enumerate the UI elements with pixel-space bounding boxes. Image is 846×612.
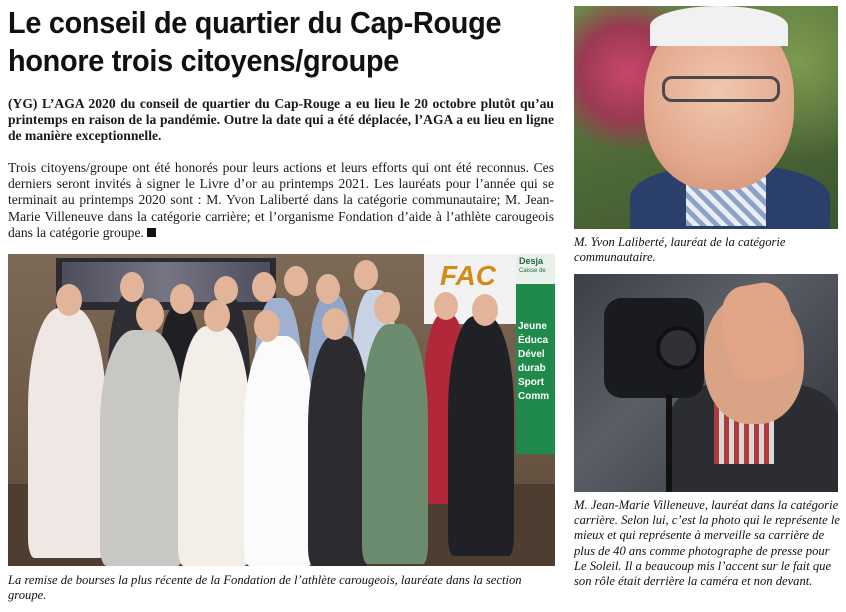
group-photo xyxy=(8,254,555,566)
person-head xyxy=(316,274,340,304)
fac-logo: FAC xyxy=(440,260,496,291)
person-silhouette xyxy=(448,316,514,556)
group-photo-caption: La remise de bourses la plus récente de la Fondation de l’athlète carougeois, lauréate dans la section groupe. xyxy=(8,573,522,603)
camera-strap xyxy=(666,394,672,492)
person-silhouette xyxy=(28,308,106,558)
person-silhouette xyxy=(100,330,184,566)
person-head xyxy=(472,294,498,326)
desjardins-banner-words: Jeune Éduca Dével durab Sport Comm xyxy=(518,321,550,402)
person-silhouette xyxy=(362,324,428,564)
person-head xyxy=(434,292,458,320)
person-head xyxy=(56,284,82,316)
portrait-hair xyxy=(650,6,788,46)
projection-screen xyxy=(56,258,276,310)
person-silhouette xyxy=(178,326,250,566)
laliberte-caption: M. Yvon Laliberté, lauréat de la catégorie communautaire. xyxy=(574,235,786,265)
article-body-text: Trois citoyens/groupe ont été honorés pour leurs actions et leurs efforts qui ont été reconnus. Ces derniers seront invités à signer le Livre d’or au printemps 2021. Les lauréats pour l’année qui se terminait au printemps 2020 sont : M. Yvon Laliberté dans la catégorie communautaire; M. Jean-Marie Villeneuve dans la catégorie carrière; et l’organisme Fondation d’aide à l’athlète carougeois dans la catégorie groupe. xyxy=(8,160,554,240)
article-body xyxy=(8,160,554,241)
person-head xyxy=(204,300,230,332)
villeneuve-caption: M. Jean-Marie Villeneuve, lauréat dans la catégorie carrière. Selon lui, c’est la photo qui le représente le mieux et qui représente à merveille sa carrière de plus de 40 ans comme photographe de presse pour Le Soleil. Il a beaucoup mis l’accent sur le fait que son rôle était derrière la caméra et non devant. xyxy=(574,498,840,589)
person-head xyxy=(284,266,308,296)
end-of-article-mark xyxy=(147,228,156,237)
person-head xyxy=(120,272,144,302)
laliberte-portrait xyxy=(574,6,838,229)
article-lead: (YG) L’AGA 2020 du conseil de quartier du Cap-Rouge a eu lieu le 20 octobre plutôt qu’au printemps en raison de la pandémie. Outre la date qui a été déplacée, l’AGA a eu lieu en ligne de manière exceptionnelle. xyxy=(8,96,554,143)
person-head xyxy=(136,298,164,332)
desjardins-banner-title: Desja Caisse de xyxy=(519,256,546,274)
person-head xyxy=(170,284,194,314)
person-silhouette xyxy=(308,336,370,566)
camera-icon xyxy=(604,298,704,398)
villeneuve-portrait xyxy=(574,274,838,492)
person-head xyxy=(252,272,276,302)
glasses-icon xyxy=(662,76,780,102)
person-head xyxy=(374,292,400,324)
person-head xyxy=(254,310,280,342)
person-silhouette xyxy=(244,336,314,566)
person-head xyxy=(322,308,348,340)
person-head xyxy=(354,260,378,290)
article-headline: Le conseil de quartier du Cap-Rouge honore trois citoyens/groupe xyxy=(8,5,502,78)
